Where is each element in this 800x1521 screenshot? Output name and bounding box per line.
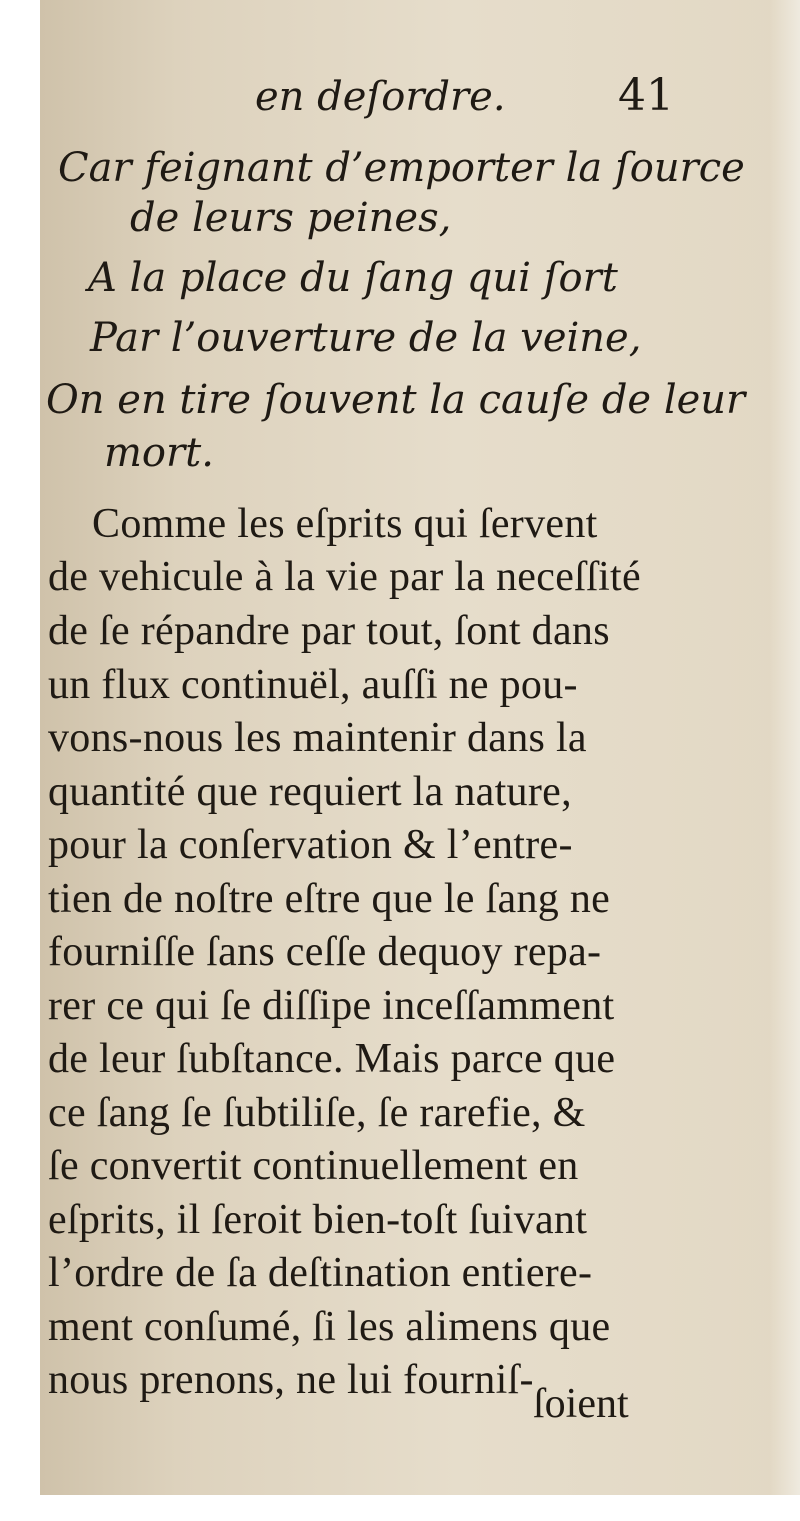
prose-line: de vehicule à la vie par la neceſſité — [48, 554, 641, 600]
prose-line: Comme les eſprits qui ſervent — [92, 501, 598, 547]
right-edge-shadow — [770, 0, 800, 1521]
prose-line: tien de noſtre eſtre que le ſang ne — [48, 876, 611, 922]
bottom-margin — [0, 1495, 800, 1521]
verse-line: A la place du ſang qui ſort — [88, 255, 618, 301]
verse-line: mort. — [104, 430, 214, 476]
prose-line: ment conſumé, ſi les alimens que — [48, 1304, 611, 1350]
page-number: 41 — [618, 70, 674, 121]
prose-line: nous prenons, ne lui fourniſ- — [48, 1357, 534, 1403]
prose-line: de ſe répandre par tout, ſont dans — [48, 608, 610, 654]
verse-line: Car feignant d’emporter la ſource — [58, 145, 745, 191]
verse-line: Par l’ouverture de la veine, — [90, 315, 642, 361]
catchword: ſoient — [533, 1381, 629, 1427]
prose-line: un flux continuël, auſſi ne pou- — [48, 662, 578, 708]
prose-line: de leur ſubſtance. Mais parce que — [48, 1036, 616, 1082]
prose-line: rer ce qui ſe diſſipe inceſſamment — [48, 983, 615, 1029]
prose-line: eſprits, il ſeroit bien-toſt ſuivant — [48, 1197, 588, 1243]
verse-line: de leurs peines, — [130, 195, 452, 241]
prose-line: quantité que requiert la nature, — [48, 769, 572, 815]
prose-line: vons-nous les maintenir dans la — [48, 715, 587, 761]
prose-line: ce ſang ſe ſubtiliſe, ſe rarefie, & — [48, 1090, 586, 1136]
page-header — [40, 60, 800, 130]
prose-line: ſe convertit continuellement en — [48, 1143, 579, 1189]
verse-line: On en tire ſouvent la cauſe de leur — [46, 377, 746, 423]
prose-line: fourniſſe ſans ceſſe dequoy repa- — [48, 929, 602, 975]
prose-line: pour la conſervation & l’entre- — [48, 822, 573, 868]
prose-line: l’ordre de ſa deſtination entiere- — [48, 1250, 593, 1296]
running-head: en deſordre. — [255, 74, 506, 120]
left-margin — [0, 0, 40, 1521]
